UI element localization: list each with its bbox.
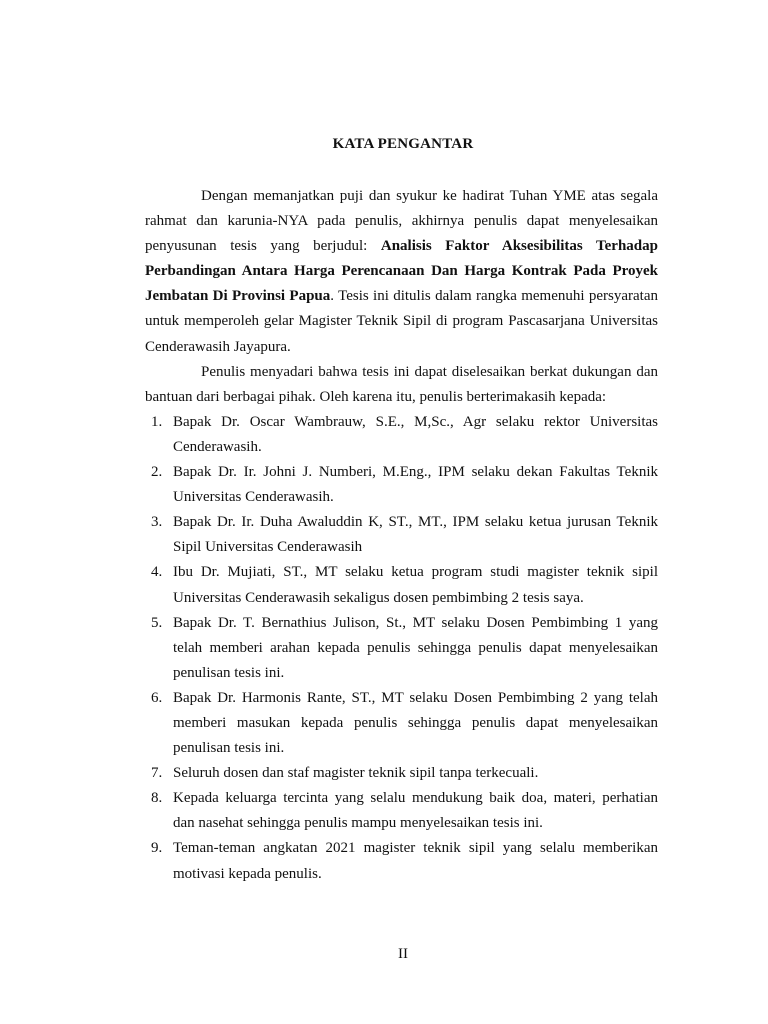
list-item — [145, 836, 658, 886]
thesis-title: Analisis Faktor Aksesibilitas Terhadap Perbandingan Antara Harga Perencanaan Dan Harga Kontrak Pada Proyek Jembatan Di Provinsi Papua — [145, 238, 658, 305]
list-item — [145, 686, 658, 761]
list-item-number: 8. — [151, 790, 163, 807]
list-item-number: 5. — [151, 614, 163, 631]
intro-text-after-title: . Tesis ini ditulis dalam rangka memenuhi persyaratan untuk memperoleh gelar Magister Teknik Sipil di program Pascasarjana Universitas Cenderawasih Jayapura. — [145, 288, 658, 355]
list-item-text: Teman-teman angkatan 2021 magister teknik sipil yang selalu memberikan motivasi kepada penulis. — [173, 840, 658, 882]
list-item-number: 9. — [151, 840, 163, 857]
list-item-text: Bapak Dr. Oscar Wambrauw, S.E., M,Sc., Agr selaku rektor Universitas Cenderawasih. — [173, 413, 658, 455]
list-item — [145, 560, 658, 610]
list-item-number: 1. — [151, 413, 163, 430]
acknowledgement-list — [145, 410, 658, 887]
list-item-number: 2. — [151, 464, 163, 481]
list-item-number: 4. — [151, 564, 163, 581]
list-item-text: Bapak Dr. Ir. Johni J. Numberi, M.Eng., IPM selaku dekan Fakultas Teknik Universitas Cenderawasih. — [173, 464, 658, 506]
list-item-text: Kepada keluarga tercinta yang selalu mendukung baik doa, materi, perhatian dan nasehat sehingga penulis mampu menyelesaikan tesis ini. — [173, 790, 658, 832]
list-item-text: Bapak Dr. Harmonis Rante, ST., MT selaku Dosen Pembimbing 2 yang telah memberi masukan kepada penulis sehingga penulis dapat menyelesaikan penulisan tesis ini. — [173, 689, 658, 757]
list-item — [145, 761, 658, 786]
list-item-number: 6. — [151, 689, 163, 706]
list-item — [145, 611, 658, 686]
list-item — [145, 510, 658, 560]
list-item — [145, 786, 658, 836]
list-item-number: 7. — [151, 765, 163, 782]
intro-text-before-title: Dengan memanjatkan puji dan syukur ke hadirat Tuhan YME atas segala rahmat dan karunia-NYA pada penulis, akhirnya penulis dapat menyelesaikan penyusunan tesis yang berjudul: — [145, 188, 658, 255]
list-item-number: 3. — [151, 514, 163, 531]
acknowledgement-paragraph: Penulis menyadari bahwa tesis ini dapat diselesaikan berkat dukungan dan bantuan dari berbagai pihak. Oleh karena itu, penulis berterimakasih kepada: — [145, 363, 658, 405]
list-item — [145, 410, 658, 460]
page-number: II — [398, 946, 408, 962]
list-item-text: Bapak Dr. T. Bernathius Julison, St., MT selaku Dosen Pembimbing 1 yang telah memberi arahan kepada penulis sehingga penulis dapat menyelesaikan penulisan tesis ini. — [173, 614, 658, 681]
document-body — [145, 184, 658, 887]
list-item-text: Seluruh dosen dan staf magister teknik sipil tanpa terkecuali. — [173, 765, 539, 782]
list-item — [145, 460, 658, 510]
intro-paragraph — [145, 184, 658, 360]
page-title: KATA PENGANTAR — [332, 136, 474, 152]
list-item-text: Ibu Dr. Mujiati, ST., MT selaku ketua program studi magister teknik sipil Universitas Cenderawasih sekaligus dosen pembimbing 2 tesis saya. — [173, 564, 658, 606]
list-item-text: Bapak Dr. Ir. Duha Awaluddin K, ST., MT., IPM selaku ketua jurusan Teknik Sipil Universitas Cenderawasih — [173, 514, 658, 556]
